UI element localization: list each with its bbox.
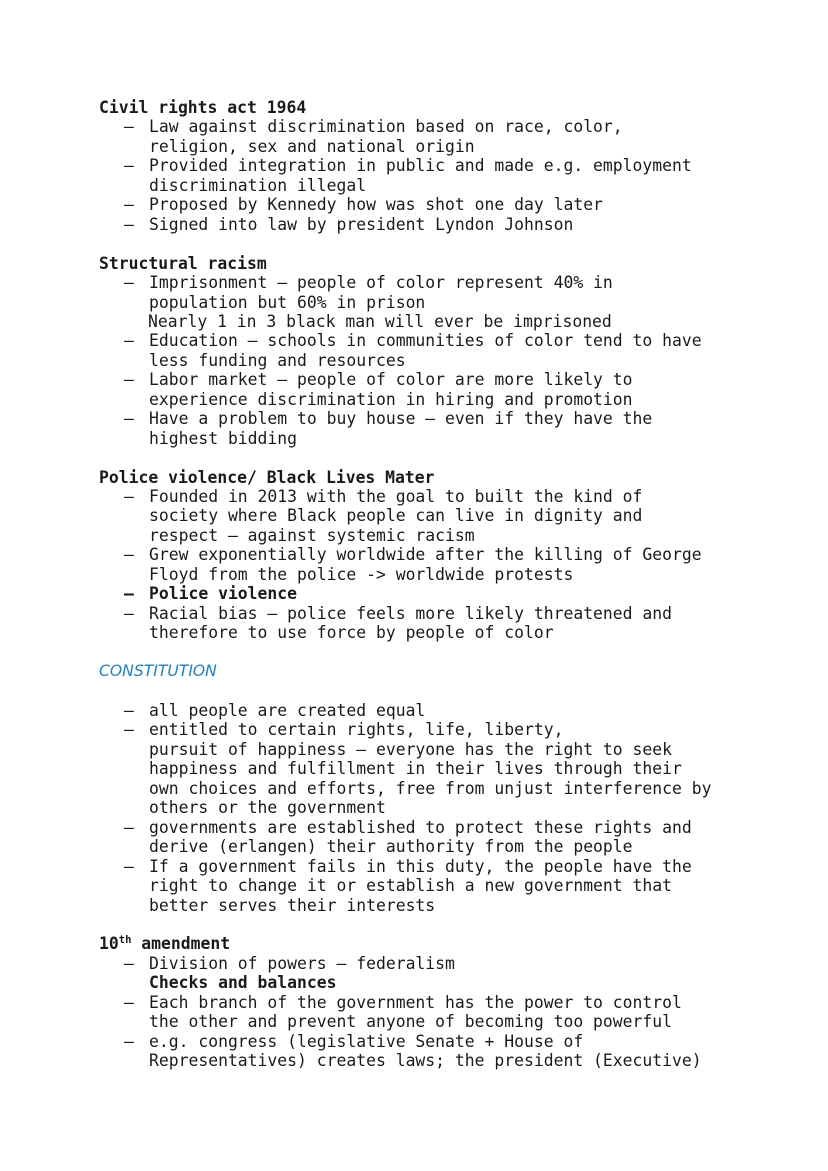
list-item-line: population but 60% in prison — [149, 292, 426, 312]
list-item-line: – Signed into law by president Lyndon Johnson — [149, 214, 574, 234]
list-item-line: – Each branch of the government has the power to control — [149, 992, 682, 1012]
list-item — [99, 701, 789, 720]
list-item — [99, 584, 789, 603]
list-item-line: – all people are created equal — [149, 700, 426, 720]
list-item-line: own choices and efforts, free from unjust interference by — [149, 778, 712, 798]
list-item — [99, 818, 789, 857]
subheading: Checks and balances — [149, 973, 337, 993]
document-page — [99, 98, 789, 1071]
list-item-line: – Racial bias – police feels more likely threatened and — [149, 603, 673, 623]
section-heading: Structural racism — [99, 253, 267, 273]
spacer — [99, 682, 789, 701]
bullet-list — [99, 117, 789, 234]
section-constitution — [99, 662, 789, 915]
list-item-line: – Founded in 2013 with the goal to built the kind of — [149, 487, 643, 507]
list-item-line: the other and prevent anyone of becoming too powerful — [149, 1012, 673, 1032]
list-item-line: less funding and resources — [149, 350, 406, 370]
list-item-line: derive (erlangen) their authority from the people — [149, 837, 633, 857]
list-item — [99, 409, 789, 448]
list-item — [99, 156, 789, 195]
list-item-line: others or the government — [149, 798, 386, 818]
list-item-line: – Police violence — [149, 584, 298, 604]
list-item-line: – Provided integration in public and made e.g. employment — [149, 156, 692, 176]
spacer — [99, 234, 789, 253]
list-item — [99, 370, 789, 409]
bullet-list — [99, 487, 789, 643]
bullet-list — [99, 273, 789, 448]
section-heading: CONSTITUTION — [99, 662, 217, 681]
list-item-line: – If a government fails in this duty, the people have the — [149, 856, 692, 876]
list-item-line: Floyd from the police -> worldwide protests — [149, 564, 574, 584]
list-item-line: pursuit of happiness – everyone has the right to seek — [149, 739, 673, 759]
spacer — [99, 915, 789, 934]
list-item-line: – Imprisonment – people of color represent 40% in — [149, 273, 613, 293]
section-heading: Police violence/ Black Lives Mater — [99, 467, 435, 487]
list-item-line: – entitled to certain rights, life, liberty, — [149, 720, 564, 740]
list-item-line: highest bidding — [149, 428, 298, 448]
list-item — [99, 954, 789, 993]
list-item-line: – Proposed by Kennedy how was shot one day later — [149, 195, 603, 215]
list-item — [99, 117, 789, 156]
list-item — [99, 545, 789, 584]
spacer — [99, 448, 789, 467]
list-item — [99, 331, 789, 370]
list-item-line: – Education – schools in communities of color tend to have — [149, 331, 702, 351]
list-item-line: therefore to use force by people of color — [149, 623, 554, 643]
list-item — [99, 857, 789, 915]
list-item-line: – Labor market – people of color are more likely to — [149, 370, 633, 390]
heading-number: 10 — [99, 934, 119, 954]
section-heading — [99, 934, 789, 953]
list-item-line: society where Black people can live in dignity and — [149, 506, 643, 526]
section-structural-racism — [99, 254, 789, 449]
section-heading: Civil rights act 1964 — [99, 98, 307, 117]
list-item — [99, 1032, 789, 1071]
list-item-line: happiness and fulfillment in their lives through their — [149, 759, 682, 779]
heading-superscript: th — [118, 934, 132, 947]
list-item-line: Representatives) creates laws; the president (Executive) — [149, 1051, 702, 1071]
spacer — [99, 643, 789, 662]
section-civil-rights — [99, 98, 789, 234]
list-item-line: experience discrimination in hiring and promotion — [149, 389, 633, 409]
list-item — [99, 604, 789, 643]
list-item-line: right to change it or establish a new government that — [149, 876, 673, 896]
list-item — [99, 993, 789, 1032]
section-police-violence — [99, 468, 789, 643]
list-item — [99, 195, 789, 214]
list-item — [99, 487, 789, 545]
list-item-line: – e.g. congress (legislative Senate + House of — [149, 1031, 584, 1051]
list-item-line: better serves their interests — [149, 895, 436, 915]
list-item — [99, 215, 789, 234]
list-item-line: – Grew exponentially worldwide after the killing of George — [149, 545, 702, 565]
section-10th-amendment — [99, 934, 789, 1070]
list-item — [99, 720, 789, 817]
bullet-list — [99, 701, 789, 915]
list-item-line: discrimination illegal — [149, 175, 367, 195]
bullet-list — [99, 954, 789, 1071]
list-item-line: religion, sex and national origin — [149, 136, 475, 156]
list-item-line: – Have a problem to buy house – even if they have the — [149, 409, 653, 429]
heading-text: amendment — [131, 934, 231, 954]
list-item-note: Nearly 1 in 3 black man will ever be imprisoned — [148, 311, 612, 331]
list-item-line: – governments are established to protect these rights and — [149, 817, 692, 837]
list-item-line: – Division of powers – federalism — [149, 953, 455, 973]
list-item-line: – Law against discrimination based on race, color, — [149, 117, 623, 137]
list-item — [99, 273, 789, 331]
list-item-line: respect – against systemic racism — [149, 525, 475, 545]
